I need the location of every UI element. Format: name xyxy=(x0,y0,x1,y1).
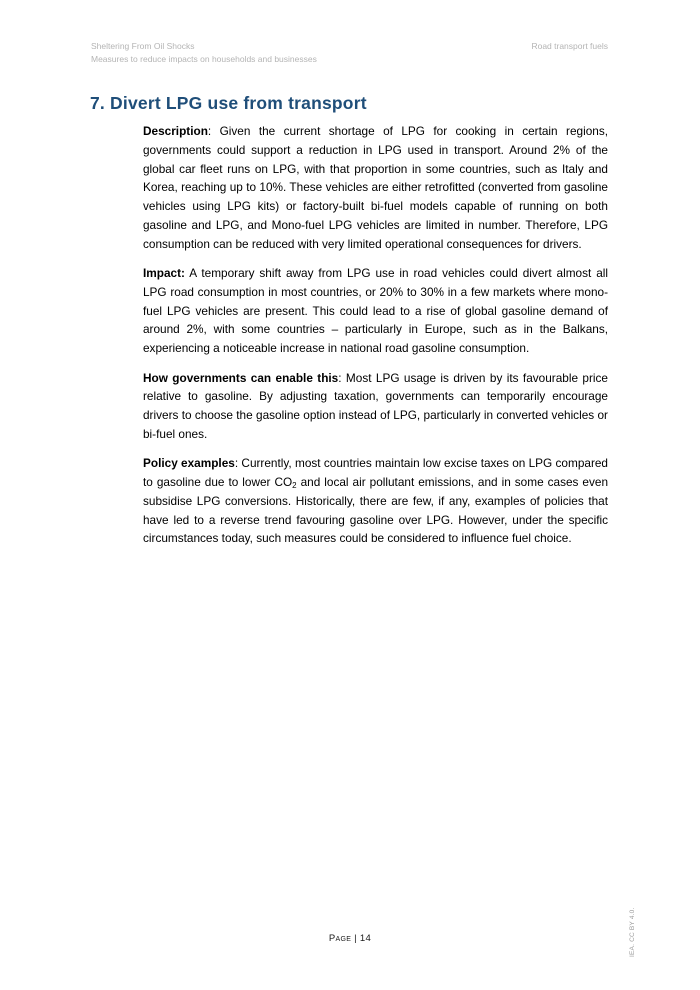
copyright-side-note: IEA. CC BY 4.0. xyxy=(629,907,636,957)
paragraph-enable xyxy=(143,369,608,444)
header-report-title: Sheltering From Oil Shocks xyxy=(91,41,195,51)
header-section-title: Road transport fuels xyxy=(531,41,608,51)
header-report-subtitle: Measures to reduce impacts on households and businesses xyxy=(91,54,317,64)
paragraph-enable-label: How governments can enable this xyxy=(143,370,339,385)
paragraph-description-text: : Given the current shortage of LPG for cooking in certain regions, governments could support a reduction in LPG used in transport. Around 2% of the global car fleet runs on LPG, with that proportion in some countries, such as Italy and Korea, reaching up to 10%. These vehicles are either retrofitted (converted from gasoline vehicles using LPG kits) or factory-built bi-fuel models capable of running on both gasoline and LPG, and Mono-fuel LPG vehicles are limited in number. Therefore, LPG consumption can be reduced with very limited operational consequences for drivers. xyxy=(143,124,608,251)
paragraph-policy-text-after-sub: and local air pollutant emissions, and in some cases even subsidise LPG conversions. Historically, there are few, if any, examples of policies that have led to a reverse trend favouring gasoline over LPG. However, under the specific circumstances today, such measures could be considered to influence fuel choice. xyxy=(143,475,609,546)
page-header xyxy=(91,40,608,66)
header-running-title xyxy=(91,40,317,66)
body-content xyxy=(143,122,608,559)
paragraph-description-label: Description xyxy=(143,124,208,138)
paragraph-impact-label: Impact: xyxy=(143,266,185,281)
paragraph-impact-text: A temporary shift away from LPG use in road vehicles could divert almost all LPG road consumption in most countries, or 20% to 30% in a few markets where mono-fuel LPG vehicles are present. This could lead to a rise of global gasoline demand of around 2%, with some countries – particularly in Europe, such as in the Balkans, experiencing a noticeable increase in national road gasoline consumption. xyxy=(143,266,608,356)
co2-subscript: 2 xyxy=(292,481,297,491)
paragraph-impact xyxy=(143,264,608,358)
page-title: 7. Divert LPG use from transport xyxy=(90,93,367,113)
page-number: Page | 14 xyxy=(328,933,372,944)
paragraph-policy xyxy=(143,454,608,548)
paragraph-policy-text-before-sub: : Currently, most countries maintain low excise taxes on LPG compared to gasoline due to lower CO xyxy=(143,456,608,490)
paragraph-description xyxy=(143,122,608,254)
paragraph-policy-label: Policy examples xyxy=(143,456,235,471)
paragraph-enable-text: : Most LPG usage is driven by its favourable price relative to gasoline. By adjusting taxation, governments can temporarily encourage drivers to choose the gasoline option instead of LPG, particularly in converted vehicles or bi-fuel ones. xyxy=(143,370,608,441)
